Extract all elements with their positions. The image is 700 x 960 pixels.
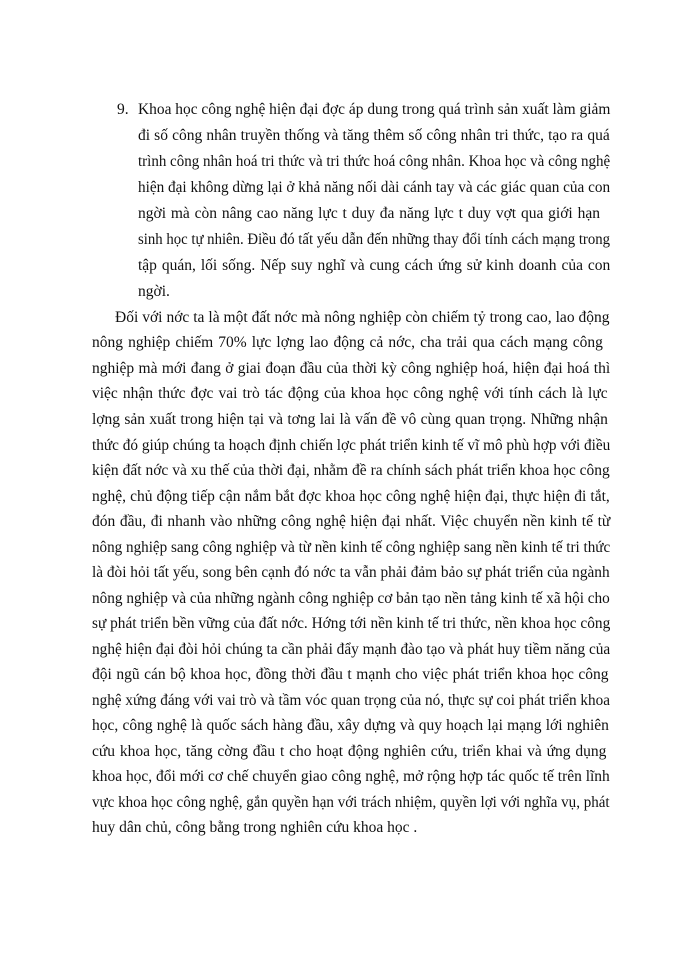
paragraph-line: nông nghiệp chiếm 70% lực lợng lao động cả nớc, cha trải qua cách mạng công: [92, 334, 603, 351]
paragraph-line: đón đầu, đi nhanh vào những công nghệ hiện đại nhất. Việc chuyển nền kinh tế từ: [92, 513, 611, 530]
list-item-line: đi số công nhân truyền thống và tăng thêm số công nhân tri thức, tạo ra quá: [138, 127, 610, 144]
paragraph-line: cứu khoa học, tăng cờng đầu t cho hoạt động nghiên cứu, triển khai và ứng dụng: [92, 743, 607, 760]
paragraph-line: lợng sản xuất trong hiện tại và tơng lai là vấn đề vô cùng quan trọng. Những nhận: [92, 411, 608, 428]
list-item-number: 9.: [117, 101, 129, 118]
paragraph-line: là đòi hỏi tất yếu, song bên cạnh đó nớc ta vẫn phải đảm bảo sự phát triển của ngành: [92, 564, 610, 581]
list-item-line: sinh học tự nhiên. Điều đó tất yếu dẫn đến những thay đổi tính cách mạng trong: [138, 231, 611, 248]
list-item-line: hiện đại không dừng lại ở khả năng nối dài cánh tay và các giác quan của con: [138, 179, 611, 196]
list-item-line: trình công nhân hoá tri thức và tri thức hoá công nhân. Khoa học và công nghệ: [138, 153, 611, 170]
paragraph-line: nghiệp mà mới đang ở giai đoạn đầu của thời kỳ công nghiệp hoá, hiện đại hoá thì: [92, 360, 611, 377]
paragraph-line: nghệ, chủ động tiếp cận nắm bắt đợc khoa học công nghệ hiện đại, thực hiện đi tắt,: [92, 488, 610, 505]
paragraph-line: học, công nghệ là quốc sách hàng đầu, xây dựng và quy hoạch lại mạng lới nghiên: [92, 717, 609, 734]
paragraph-line: khoa học, đổi mới cơ chế chuyển giao công nghệ, mở rộng hợp tác quốc tế trên lĩnh: [92, 768, 610, 785]
paragraph-line: Đối với nớc ta là một đất nớc mà nông nghiệp còn chiếm tỷ trong cao, lao động: [115, 309, 610, 326]
paragraph-line: nghệ hiện đại đòi hỏi chúng ta cần phải đẩy mạnh đào tạo và phát huy tiềm năng của: [92, 641, 611, 658]
paragraph-line: sự phát triển bền vững của đất nớc. Hớng tới nền kinh tế tri thức, nền khoa học công: [92, 615, 611, 632]
paragraph-line: đội ngũ cán bộ khoa học, đồng thời đầu t mạnh cho việc phát triển khoa học công: [92, 666, 609, 683]
paragraph-line: huy dân chủ, công bằng trong nghiên cứu khoa học .: [92, 819, 418, 836]
list-item-line: ngời.: [138, 283, 170, 300]
paragraph-line: việc nhận thức đợc vai trò tác động của khoa học công nghệ với tính cách là lực: [92, 385, 608, 402]
paragraph-line: thức đó giúp chúng ta hoạch định chiến lợc phát triển kinh tế vĩ mô phù hợp với điều: [92, 437, 611, 454]
paragraph-line: nghệ xứng đáng với vai trò và tầm vóc quan trọng của nó, thực sự coi phát triển khoa: [92, 692, 611, 709]
paragraph-line: kiện đất nớc và xu thế của thời đại, nhằm đề ra chính sách phát triển khoa học công: [92, 462, 610, 479]
list-item-line: ngời mà còn nâng cao năng lực t duy đa năng lực t duy vợt qua giới hạn: [138, 205, 600, 222]
list-item-line: Khoa học công nghệ hiện đại đợc áp dung trong quá trình sản xuất làm giảm: [138, 101, 611, 118]
paragraph-line: nông nghiệp và của những ngành công nghiệp cơ bản tạo nền tảng kinh tế xã hội cho: [92, 590, 610, 607]
list-item-line: tập quán, lối sống. Nếp suy nghĩ và cung cách ứng sử kinh doanh của con: [138, 257, 611, 274]
paragraph-line: vực khoa học công nghệ, gắn quyền hạn với trách nhiệm, quyền lợi với nghĩa vụ, phát: [92, 794, 610, 811]
paragraph-line: nông nghiệp sang công nghiệp và từ nền kinh tế công nghiệp sang nền kinh tế tri thức: [92, 539, 611, 556]
